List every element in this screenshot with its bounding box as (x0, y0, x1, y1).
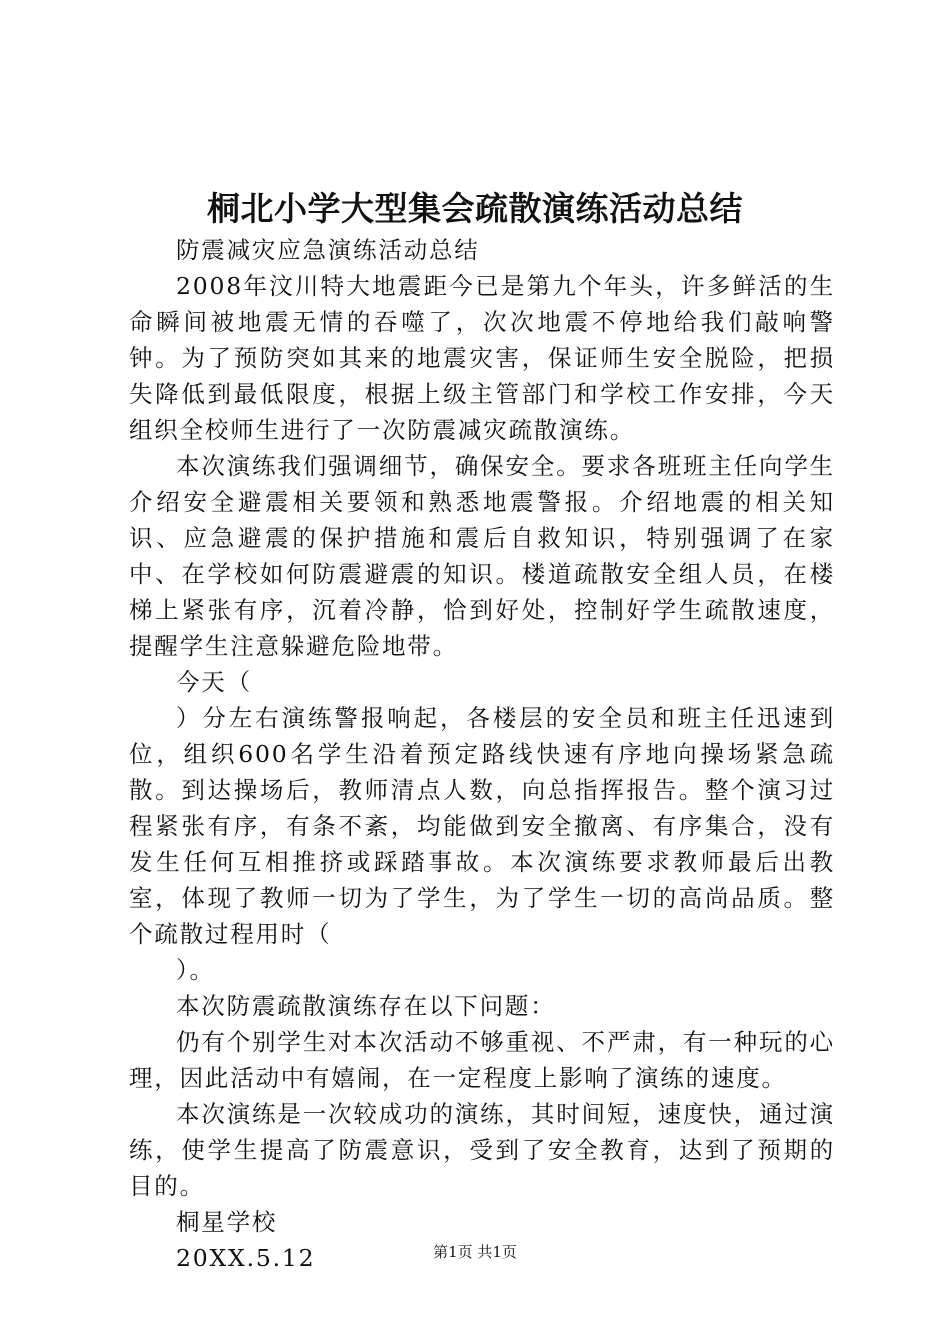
paragraph-today: 今天（ (176, 668, 252, 696)
paragraph-background: 2008年汶川特大地震距今已是第九个年头，许多鲜活的生命瞬间被地震无情的吞噬了，次次地震不停地给我们敲响警钟。为了预防突如其来的地震灾害，保证师生安全脱险，把损失降低到最低限度，根据上级主管部门和学校工作安排，今天组织全校师生进行了一次防震减灾疏散演练。 (129, 272, 835, 444)
page-number: 第1页 共1页 (433, 1243, 517, 1261)
paragraph-problems-heading: 本次防震疏散演练存在以下问题： (176, 992, 556, 1020)
paragraph-conclusion: 本次演练是一次较成功的演练，其时间短，速度快，通过演练，使学生提高了防震意识，受到了安全教育，达到了预期的目的。 (129, 1100, 835, 1200)
paragraph-problems: 仍有个别学生对本次活动不够重视、不严肃，有一种玩的心理，因此活动中有嬉闹，在一定程度上影响了演练的速度。 (129, 1028, 835, 1092)
document-body (129, 232, 835, 1276)
paragraph-process: ）分左右演练警报响起，各楼层的安全员和班主任迅速到位，组织600名学生沿着预定路线快速有序地向操场紧急疏散。到达操场后，教师清点人数，向总指挥报告。整个演习过程紧张有序，有条不紊，均能做到安全撤离、有序集合，没有发生任何互相推挤或踩踏事故。本次演练要求教师最后出教室，体现了教师一切为了学生，为了学生一切的高尚品质。整个疏散过程用时（ (129, 704, 835, 948)
signature-school: 桐星学校 (176, 1208, 278, 1236)
document-title: 桐北小学大型集会疏散演练活动总结 (207, 189, 743, 228)
paragraph-duration-end: ）。 (176, 956, 215, 984)
signature-date: 20XX.5.12 (176, 1244, 316, 1272)
paragraph-subtitle: 防震减灾应急演练活动总结 (176, 236, 480, 264)
paragraph-details: 本次演练我们强调细节，确保安全。要求各班班主任向学生介绍安全避震相关要领和熟悉地震警报。介绍地震的相关知识、应急避震的保护措施和震后自救知识，特别强调了在家中、在学校如何防震避震的知识。楼道疏散安全组人员，在楼梯上紧张有序，沉着冷静，恰到好处，控制好学生疏散速度，提醒学生注意躲避危险地带。 (129, 452, 835, 660)
